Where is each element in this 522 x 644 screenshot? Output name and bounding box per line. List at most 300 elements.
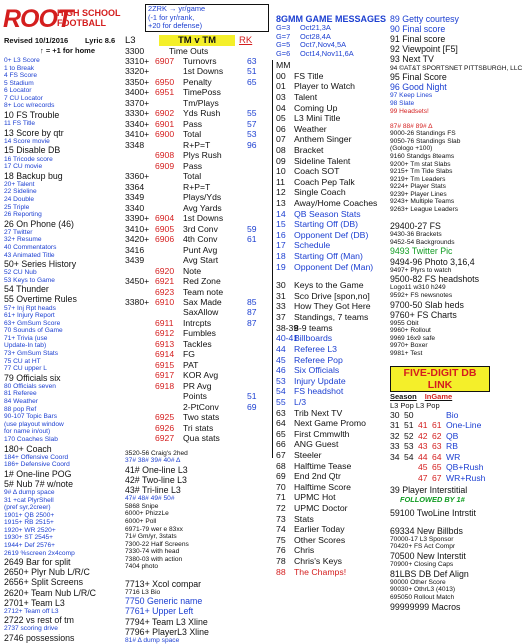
stat-row	[125, 349, 273, 359]
stat-cell: 3380+	[125, 297, 150, 307]
stat-cell	[247, 412, 263, 422]
shortcut-line: 2620+ Team Nub L/R/C	[4, 587, 97, 598]
shortcut-line: 79 Officials six	[4, 372, 61, 383]
stat-cell: Plays/Yds	[183, 192, 222, 203]
shortcut-line: 9592+ FS newsnotes	[390, 291, 453, 299]
shortcut-line: 9224+ Player Stats	[390, 183, 446, 191]
stat-cell: R+P=T	[183, 181, 211, 192]
shortcut-line: 26 On Phone (46)	[4, 218, 74, 229]
stat-cell: 6925	[155, 412, 175, 423]
stat-cell	[247, 381, 263, 391]
stat-cell	[247, 339, 263, 349]
shortcut-line: 54 Thunder	[4, 284, 49, 295]
shortcut-line: 7796+ PlayerL3 Xline	[125, 626, 209, 637]
shortcut-line: 53 Keys to Game	[4, 276, 55, 284]
message-item: 54 FS headshot	[276, 386, 344, 397]
stat-cell: Qua stats	[183, 433, 220, 444]
stat-cell: KOR Avg	[183, 370, 219, 381]
stat-cell: 61	[247, 234, 257, 245]
stat-row	[125, 66, 273, 76]
shortcut-line: 90030+ OthrL3 (4013)	[390, 586, 456, 594]
shortcut-line: 2746 possessions	[4, 633, 75, 644]
stat-row	[125, 234, 273, 244]
stat-cell: Tackles	[183, 338, 212, 349]
shortcut-line: 90-107 Topic Bars	[4, 413, 58, 421]
message-item: 11 Coach Pep Talk	[276, 176, 355, 187]
shortcut-line: 2649 Bar for split	[4, 557, 71, 568]
shortcut-line: 17 CU movie	[4, 163, 43, 171]
message-row: G=3 Oct21,3A	[276, 23, 331, 32]
stat-cell	[125, 339, 155, 349]
shortcut-line: 695050 Rollout Match	[390, 594, 455, 602]
shortcut-line: 14 Score movie	[4, 137, 50, 145]
stat-cell: 6913	[155, 338, 175, 349]
stat-cell: 6909	[155, 160, 175, 171]
stat-cell: 6910	[155, 297, 175, 307]
stat-row	[125, 108, 273, 118]
message-item: 74 Earlier Today	[276, 524, 345, 535]
stat-row	[125, 192, 273, 202]
stat-cell: 65	[247, 76, 257, 87]
header-title	[57, 9, 121, 29]
shortcut-line: 52 CU Nub	[4, 269, 37, 277]
stat-cell: Avg Yards	[183, 202, 222, 213]
db-row: 33 53 43 63 RB	[390, 441, 458, 452]
stat-row	[125, 318, 273, 328]
shortcut-line: 9700-50 Slab heds	[390, 299, 464, 310]
shortcut-line: 7713+ Xcol compar	[125, 578, 202, 589]
stat-row	[125, 213, 273, 223]
header-title-line1: HIGH SCHOOL	[57, 8, 121, 18]
message-item: MM	[276, 60, 291, 71]
shortcut-line: 7794+ Team L3 Xline	[125, 616, 208, 627]
column-two-bottom	[125, 450, 273, 644]
stat-row	[125, 423, 273, 433]
stat-cell: 3390+	[125, 213, 150, 224]
shortcut-line: 59100 TwoLine Intrstit	[390, 508, 476, 519]
shortcut-line: 90000 Other Score	[390, 578, 446, 586]
shortcut-line: 32+ Resume	[4, 236, 42, 244]
stat-cell: Total	[183, 129, 202, 140]
message-item: 66 ANG Guest	[276, 439, 339, 450]
stat-cell: 1st Downs	[183, 66, 224, 77]
shortcut-line: 7380-03 with action	[125, 555, 183, 563]
stat-cell: 6900	[155, 129, 175, 140]
message-item: 88 The Champs!	[276, 566, 347, 577]
shortcut-line: 84 Weather	[4, 398, 38, 406]
stat-cell	[247, 276, 263, 286]
message-item: 09 Sideline Talent	[276, 155, 351, 166]
shortcut-line: 93 Next TV	[390, 54, 434, 65]
shortcut-line: 71# Gm/yr, 3stats	[125, 533, 177, 541]
shortcut-line: 98 Slate	[390, 99, 415, 107]
stat-cell	[155, 402, 183, 412]
stat-cell	[247, 192, 263, 202]
shortcut-line: 7761+ Upper Left	[125, 606, 194, 617]
shortcut-line: 180+ Coach	[4, 443, 52, 454]
message-item: 03 Talent	[276, 91, 318, 102]
shortcut-line: 80 Officials seven	[4, 382, 56, 390]
stat-cell: 3410+	[125, 223, 150, 234]
shortcut-line: 9960+ Rollout	[390, 327, 431, 335]
stat-cell: 53	[247, 129, 257, 140]
shortcut-line: 89 Getty courtesy	[390, 14, 459, 24]
shortcut-line: 11 FS Title	[4, 120, 36, 128]
stat-cell: 6917	[155, 370, 175, 381]
stat-cell: PR Avg	[183, 380, 212, 391]
stat-row	[125, 297, 273, 307]
home-hint: ↑ = +1 for home	[40, 46, 96, 55]
message-item: 04 Coming Up	[276, 102, 338, 113]
shortcut-line: 3520-56 Craig's 2hed	[125, 449, 188, 457]
message-item: 37 Standings, 7 teams	[276, 312, 369, 323]
shortcut-line: 7 CU Locator	[4, 94, 43, 102]
stat-cell	[125, 349, 155, 359]
shortcut-line: 1901+ QB 2500+	[4, 511, 55, 519]
shortcut-line: 96 Good Night	[390, 82, 447, 93]
message-item: 08 Bracket	[276, 144, 324, 155]
shortcut-line: 55 Overtime Rules	[4, 294, 77, 305]
shortcut-line: 9497+ Plyrs to watch	[390, 266, 452, 274]
shortcut-line: 184+ Offensive Coord	[4, 453, 69, 461]
stat-cell: 6907	[155, 55, 175, 66]
stat-row	[125, 161, 273, 171]
message-item: 38-39 8-9 teams	[276, 322, 333, 333]
shortcut-line: 170 Coaches Slab	[4, 435, 58, 443]
message-item: 69 End 2nd Qtr	[276, 471, 341, 482]
message-item: 01 Player to Watch	[276, 81, 355, 92]
stat-cell: Tri stats	[183, 422, 214, 433]
message-item: 12 Single Coach	[276, 187, 346, 198]
shortcut-line: 70 Sounds of Game	[4, 327, 63, 335]
stat-cell: 6920	[155, 265, 175, 276]
message-item: 65 First Cmmwlth	[276, 428, 350, 439]
column-four	[390, 14, 522, 612]
stat-row	[125, 412, 273, 422]
stat-row	[125, 87, 273, 97]
stat-cell: 3348	[125, 139, 145, 150]
shortcut-line: 29400-27 FS	[390, 221, 441, 232]
shortcut-line: 6000+ PhizzLe	[125, 510, 169, 518]
stat-row	[125, 245, 273, 255]
shortcut-line: (pref syr,2creer)	[4, 504, 51, 512]
shortcut-line: 81LBS DB Def Align	[390, 568, 469, 579]
stat-cell	[125, 328, 155, 338]
shortcut-line: Update-In tab)	[4, 342, 47, 350]
stat-cell: 6927	[155, 433, 175, 444]
stat-cell: 63	[247, 55, 257, 66]
message-item: 55 L/3	[276, 396, 307, 407]
column-three	[276, 14, 388, 577]
stat-cell	[155, 171, 183, 181]
stat-cell: 3450+	[125, 276, 150, 287]
shortcut-line: 7330-74 with head	[125, 548, 180, 556]
message-item: 19 Opponent Def (Man)	[276, 261, 374, 272]
shortcut-line: 9239+ Player Lines	[390, 190, 447, 198]
column-divider	[272, 60, 273, 458]
shortcut-line: 24 Double	[4, 195, 35, 203]
messages-items-2	[276, 280, 388, 577]
shortcut-line: for name in/out)	[4, 428, 51, 436]
shortcut-line: 90 Final score	[390, 24, 446, 35]
message-item: 53 Injury Update	[276, 375, 346, 386]
shortcut-line: 37# 38# 39# 40# Δ	[125, 457, 181, 465]
shortcut-line: (Gologo +100)	[390, 145, 433, 153]
shortcut-line: 2722 vs rest of tm	[4, 615, 74, 626]
shortcut-line: 1944+ Def 2576+	[4, 542, 55, 550]
messages-items	[276, 60, 388, 272]
stat-cell: Pass	[183, 118, 203, 129]
message-item: 40-41 Billboards	[276, 333, 333, 344]
game-messages-list	[276, 24, 388, 58]
shortcut-line: 26 Reporting	[4, 211, 42, 219]
message-item: 67 Steeler	[276, 450, 322, 460]
shortcut-line: 13 Score by qtr	[4, 127, 64, 138]
shortcut-line: 9500-82 FS headshots	[390, 274, 480, 285]
stat-cell: 6911	[155, 317, 174, 328]
message-item: 72 UPMC Doctor	[276, 503, 348, 514]
stat-cell: 6918	[155, 380, 175, 391]
shortcut-line	[125, 571, 273, 579]
stat-cell	[155, 391, 183, 401]
stat-cell	[247, 245, 263, 255]
stat-cell	[247, 255, 263, 265]
stat-cell: 85	[247, 297, 257, 307]
stat-cell: 87	[247, 307, 257, 318]
revised-date: Revised 10/1/2016	[4, 36, 69, 45]
stat-cell: 6912	[155, 328, 175, 339]
shortcut-line: 1 to Break	[4, 64, 35, 72]
message-item: 44 Referee L3	[276, 343, 337, 354]
shortcut-line: 20+ Talent	[4, 180, 35, 188]
stat-cell	[247, 360, 263, 370]
shortcut-line: 4 FS Score	[4, 72, 37, 80]
stat-cell	[247, 370, 263, 380]
stat-cell: Points	[183, 391, 207, 402]
shortcut-line: 9050-76 Standings Slab	[390, 137, 461, 145]
stat-cell: 3349	[125, 192, 145, 203]
shortcut-line: 99 Headsets!	[390, 107, 429, 115]
stat-cell: 3350+	[125, 76, 150, 87]
shortcut-line: 71+ Trivia (use	[4, 334, 48, 342]
stat-cell	[125, 402, 155, 412]
game-messages-title: 8GMM GAME MESSAGES	[276, 14, 387, 24]
shortcut-line: 2656+ Split Screens	[4, 577, 83, 588]
db-row: 45 65 QB+Rush	[418, 462, 484, 473]
shortcut-line: 9200+ Tm stat Slabs	[390, 160, 451, 168]
stat-cell: 69	[247, 401, 257, 412]
stat-cell: Punt Avg	[183, 244, 218, 255]
stat-cell: 6951	[155, 87, 175, 98]
shortcut-line: 2712+ Team off L3	[4, 607, 59, 615]
shortcut-line: 9160 Standgs 8teams	[390, 152, 455, 160]
db-groups	[390, 392, 490, 401]
stat-cell	[247, 423, 263, 433]
stat-cell: Avg Start	[183, 255, 219, 266]
shortcut-line: 31 +cat PlyrShell	[4, 496, 54, 504]
shortcut-line: 69334 New Billbds	[390, 525, 463, 536]
stat-cell: PAT	[183, 359, 199, 370]
player-interstitial: 39 Player Interstitial	[390, 485, 468, 495]
stat-cell: 3410+	[125, 129, 150, 140]
message-item: 46 Six Officials	[276, 365, 340, 376]
stat-cell	[125, 412, 155, 422]
db-row: 31 51 41 61 One-Line	[390, 420, 482, 431]
stat-cell: 3370+	[125, 97, 150, 108]
stat-cell	[247, 161, 263, 171]
stat-cell	[125, 318, 155, 328]
shortcut-line: 61+ Injury Report	[4, 312, 55, 320]
shortcut-line: 9760+ FS Charts	[390, 309, 457, 320]
stat-cell: 4th Conv	[183, 234, 218, 245]
shortcut-line: 95 Final Score	[390, 72, 447, 83]
stat-cell	[247, 266, 263, 276]
stat-row	[125, 381, 273, 391]
message-item: 13 Away/Home Coaches	[276, 197, 378, 208]
header-title-line2: FOOTBALL	[57, 17, 106, 28]
stat-row	[125, 402, 273, 412]
stat-cell	[155, 182, 183, 192]
shortcut-line: 0+ L3 Score	[4, 57, 40, 64]
db-row: 34 54 44 64 WR	[390, 451, 461, 462]
shortcut-line: 9219+ Tm Leaders	[390, 175, 446, 183]
stat-row	[125, 276, 273, 286]
shortcut-line: 43# Tri-line L3	[125, 485, 181, 496]
shortcut-line: 9000-26 Standings FS	[390, 130, 456, 138]
shortcut-line: 1930+ ST 2545+	[4, 534, 54, 542]
stat-cell: 87	[247, 317, 257, 328]
stat-row	[125, 328, 273, 338]
shortcut-line: 57+ Inj Rpt heads	[4, 304, 56, 312]
rank-label: RK	[239, 34, 253, 46]
shortcut-line: 5868 Snipe	[125, 502, 159, 510]
stat-row	[125, 255, 273, 265]
shortcut-line: 9243+ Multiple Teams	[390, 198, 455, 206]
stat-cell: 3330+	[125, 108, 150, 119]
ingame-label: InGame	[424, 391, 453, 401]
stat-row	[125, 77, 273, 87]
shortcut-line: 81 Referee	[4, 390, 37, 398]
shortcut-line: 9# Δ dump space	[4, 489, 55, 497]
stat-cell: 2-PtConv	[183, 401, 219, 412]
stat-row	[125, 370, 273, 380]
shortcut-line: 50+ Series History	[4, 259, 77, 270]
message-row: G=7 Oct28,4A	[276, 31, 331, 41]
stat-row	[125, 98, 273, 108]
season-label: Season	[390, 391, 417, 401]
stat-cell	[247, 171, 263, 181]
message-row: G=5 Oct7,Nov4,5A	[276, 40, 347, 50]
stat-cell	[247, 328, 263, 338]
shortcut-line: 15 Disable DB	[4, 145, 61, 156]
timeouts-row	[125, 46, 273, 56]
stat-cell: 1st Downs	[183, 213, 224, 224]
db-header: L3 Pop L3 Pop	[390, 400, 440, 410]
column-one	[4, 57, 122, 643]
stat-row	[125, 433, 273, 443]
stat-cell: 3320+	[125, 66, 150, 77]
stat-row	[125, 150, 273, 160]
stat-cell: 51	[247, 391, 257, 402]
stat-cell: 3439	[125, 255, 145, 266]
message-item: 16 Opponent Def (DB)	[276, 229, 369, 240]
shortcut-line: 8+ Loc w/records	[4, 102, 55, 110]
stat-cell: 6908	[155, 150, 175, 161]
stat-rows	[125, 56, 273, 444]
stat-cell	[247, 213, 263, 223]
shortcut-line: 7300-22 Half Screens	[125, 540, 189, 548]
zrk-note	[145, 4, 269, 32]
message-item: 05 L3 Mini Title	[276, 113, 341, 124]
stat-cell: Tm/Plays	[183, 97, 219, 108]
shortcut-line: 77 CU upper L	[4, 365, 47, 373]
shortcut-line: 9981+ Test	[390, 350, 423, 358]
stat-cell	[155, 245, 183, 255]
stat-cell: Note	[183, 265, 202, 276]
shortcut-line: 2619 %screen 2x4comp	[4, 549, 75, 557]
stat-cell: 6905	[155, 223, 175, 234]
message-item: 78 Chris's Keys	[276, 556, 343, 567]
stat-cell: 51	[247, 66, 257, 77]
shortcut-line: 92 Viewpoint [F5]	[390, 44, 458, 55]
stat-cell	[247, 150, 263, 160]
shortcut-line: 47# 48# 49# 50#	[125, 495, 175, 503]
shortcut-line: 5# Nub 7# w/note	[4, 478, 73, 489]
shortcut-line: 2701+ Team L3	[4, 597, 65, 608]
shortcut-line: 70900+ Closing Caps	[390, 561, 454, 569]
stat-cell	[155, 255, 183, 265]
stat-row	[125, 182, 273, 192]
shortcut-line: 9215+ Tm Tide Slabs	[390, 168, 453, 176]
stat-cell: TimePoss	[183, 87, 221, 98]
stat-cell: 6921	[155, 276, 175, 287]
shortcut-line: 6000+ Poll	[125, 518, 157, 525]
stat-cell: 96	[247, 139, 257, 150]
db-title: FIVE-DIGIT DB LINK	[390, 366, 490, 392]
stat-cell	[155, 66, 183, 76]
column-four-bottom	[390, 508, 490, 612]
stat-cell: 6914	[155, 349, 175, 360]
message-item: 63 Trib Next TV	[276, 407, 343, 418]
message-item: 06 Weather	[276, 123, 327, 134]
stat-row	[125, 129, 273, 139]
message-item: 10 Coach SOT	[276, 166, 340, 177]
stat-row	[125, 140, 273, 150]
stat-cell: Pass	[183, 160, 203, 171]
stat-cell: 3360+	[125, 171, 150, 182]
stat-cell	[155, 203, 183, 213]
message-item: 45 Referee Pop	[276, 354, 343, 365]
root-sports-logo: ROOT	[3, 5, 72, 33]
message-item: 30 Keys to the Game	[276, 280, 364, 291]
shortcut-line: 16 Tricode score	[4, 155, 53, 163]
shortcut-line: 94 ©AT&T SPORTSNET PITTSBURGH, LLC	[390, 64, 522, 72]
stat-cell: 6902	[155, 108, 175, 119]
stat-cell: Plys Rush	[183, 150, 222, 161]
shortcut-line: 10 FS Trouble	[4, 110, 60, 121]
stat-cell: Intrcpts	[183, 317, 212, 328]
db-row: 30 50 Bio	[390, 409, 459, 420]
shortcut-line: 63+ GmSum Score	[4, 319, 61, 327]
stat-cell: Penalty	[183, 76, 212, 87]
shortcut-line: 6971-79 wer e 83xx	[125, 525, 183, 533]
stat-row	[125, 287, 273, 297]
shortcut-line: 7716 L3 Bio	[125, 588, 161, 596]
shortcut-line: 9493 Twitter Pic	[390, 246, 453, 257]
shortcut-line: 2650+ Plyr Nub L/R/C	[4, 567, 90, 578]
shortcut-line: 5 Stadium	[4, 79, 34, 87]
shortcut-line: 9263+ League Leaders	[390, 206, 459, 214]
